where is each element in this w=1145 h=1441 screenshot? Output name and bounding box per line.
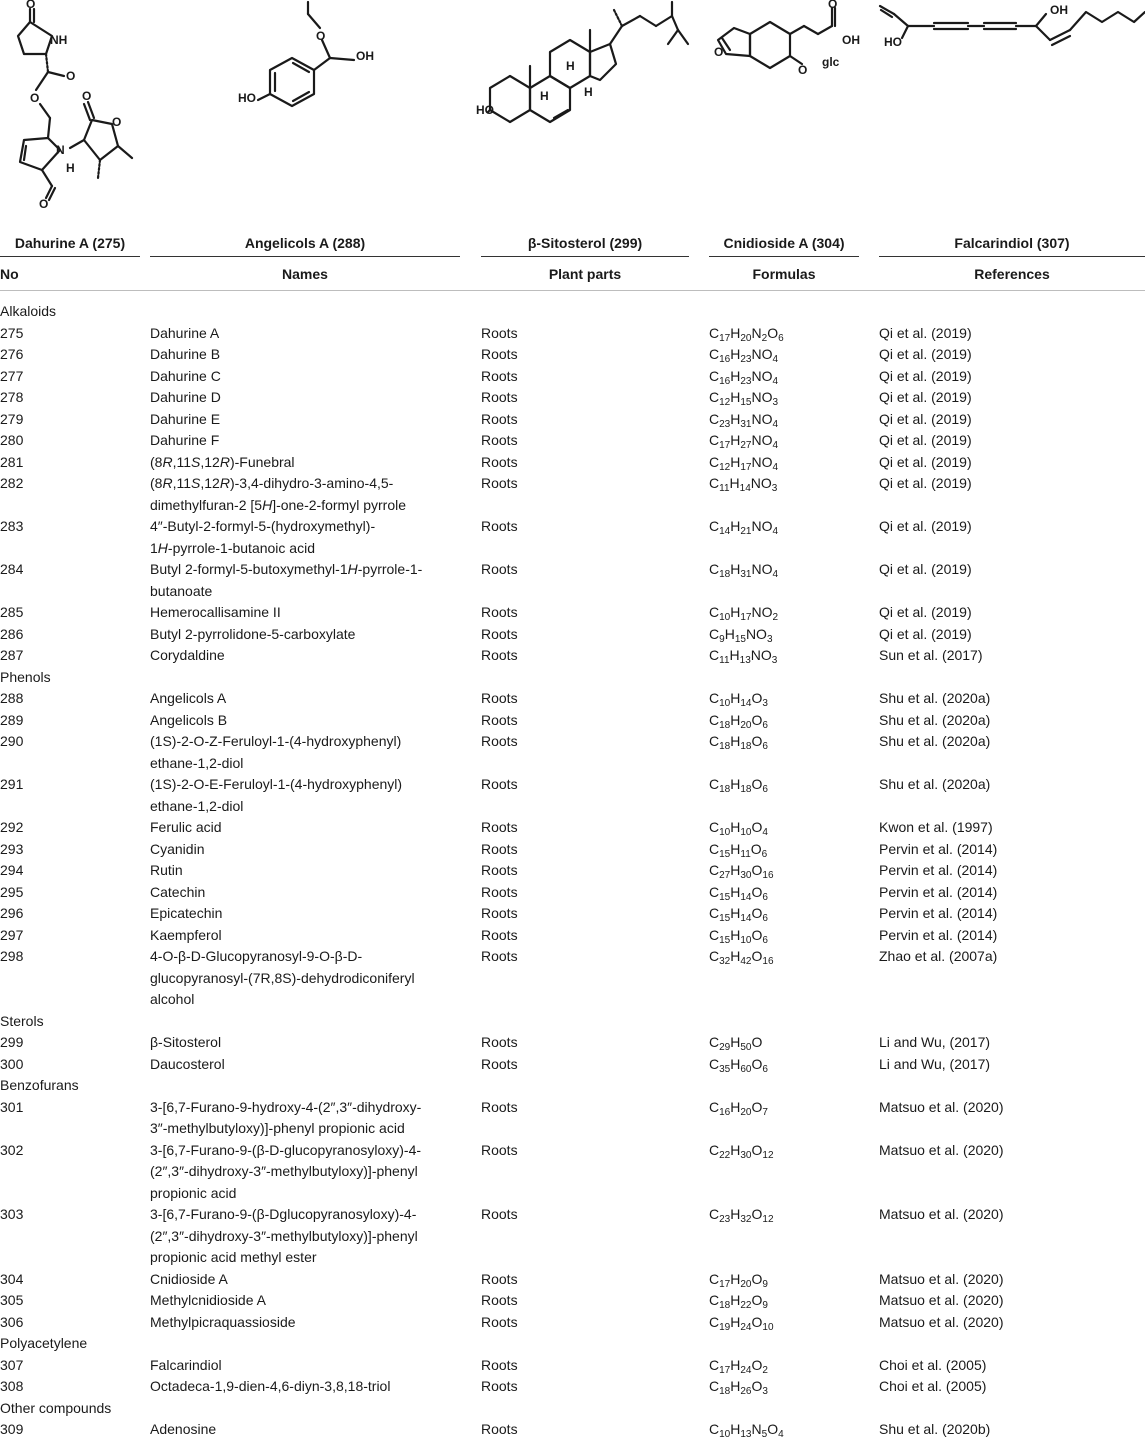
group-heading: Other compounds (0, 1399, 112, 1416)
cell-reference: Qi et al. (2019) (879, 518, 972, 534)
atom-label: O (26, 0, 36, 11)
cell-plant-part: Roots (481, 1206, 518, 1222)
table-row (0, 473, 1145, 516)
cell-formula: $C_{14}H_{21}NO_4$ (709, 518, 779, 537)
structure-angelicols-a (230, 0, 380, 222)
table-row (0, 946, 1145, 1011)
cell-no: 278 (0, 389, 24, 405)
cell-plant-part: Roots (481, 1356, 518, 1373)
cell-plant-part: Roots (481, 905, 518, 921)
cell-plant-part: Roots (481, 690, 518, 706)
cell-reference: Matsuo et al. (2020) (879, 1141, 1004, 1158)
cell-name: (8R,11S,12R)-Funebral (150, 453, 295, 470)
atom-label: H (66, 161, 75, 175)
cell-name: Octadeca-1,9-dien-4,6-diyn-3,8,18-triol (150, 1378, 391, 1394)
cell-name: Daucosterol (150, 1055, 225, 1072)
cell-name: Angelicols A (150, 690, 227, 706)
cell-no: 297 (0, 926, 24, 943)
cell-reference: Shu et al. (2020a) (879, 690, 991, 706)
table-row (0, 323, 1145, 345)
cell-formula: $C_{23}H_{31}NO_4$ (709, 410, 779, 430)
cell-name: Butyl 2-formyl-5-butoxymethyl-1H-pyrrole-1- butanoate (150, 561, 423, 599)
cell-no: 275 (0, 324, 24, 341)
table-row (0, 817, 1145, 839)
cell-reference: Pervin et al. (2014) (879, 840, 998, 857)
cell-formula: $C_{35}H_{60}O_6$ (709, 1055, 768, 1075)
cell-reference: Qi et al. (2019) (879, 432, 972, 448)
cell-formula: $C_{18}H_{18}O_6$ (709, 733, 768, 752)
atom-label: HO (884, 35, 902, 49)
cell-no: 279 (0, 410, 24, 427)
cell-name: Corydaldine (150, 647, 225, 663)
cell-formula: $C_{18}H_{18}O_6$ (709, 776, 768, 795)
cell-formula: $C_{11}H_{14}NO_3$ (709, 475, 778, 494)
cell-formula: $C_{17}H_{27}NO_4$ (709, 432, 779, 451)
cell-no: 293 (0, 840, 24, 857)
cell-plant-part: Roots (481, 1098, 518, 1115)
cell-no: 305 (0, 1292, 24, 1308)
caption-beta-sitosterol: β-Sitosterol (299) (481, 234, 689, 257)
cell-reference: Sun et al. (2017) (879, 647, 983, 663)
table-row (0, 839, 1145, 861)
cell-no: 286 (0, 625, 24, 642)
atom-label: O (66, 69, 76, 83)
column-header-no: No (0, 266, 19, 282)
cell-formula: $C_{11}H_{13}NO_3$ (709, 647, 778, 666)
cell-formula: $C_{22}H_{30}O_{12}$ (709, 1141, 774, 1161)
cell-plant-part: Roots (481, 948, 518, 964)
cell-name: Catechin (150, 883, 206, 900)
cell-no: 288 (0, 690, 24, 706)
table-row (0, 903, 1145, 925)
cell-name: Methylcnidioside A (150, 1292, 266, 1308)
cell-reference: Shu et al. (2020a) (879, 776, 991, 792)
cell-reference: Pervin et al. (2014) (879, 926, 998, 943)
table-row (0, 731, 1145, 774)
cell-plant-part: Roots (481, 367, 518, 384)
cell-reference: Matsuo et al. (2020) (879, 1292, 1004, 1308)
cell-formula: $C_{17}H_{24}O_2$ (709, 1356, 768, 1376)
cell-reference: Choi et al. (2005) (879, 1378, 987, 1394)
cell-plant-part: Roots (481, 604, 518, 620)
cell-name: Dahurine E (150, 410, 221, 427)
cell-name: 3-[6,7-Furano-9-hydroxy-4-(2″,3″-dihydroxy- 3″-methylbutyloxy)]-phenyl propionic acid (150, 1098, 422, 1136)
caption-falcarindiol: Falcarindiol (307) (879, 234, 1145, 257)
cell-plant-part: Roots (481, 518, 518, 534)
cell-reference: Matsuo et al. (2020) (879, 1270, 1004, 1287)
cell-reference: Matsuo et al. (2020) (879, 1313, 1004, 1330)
atom-label: O (714, 45, 724, 59)
cell-no: 276 (0, 346, 24, 362)
cell-name: Cnidioside A (150, 1270, 228, 1287)
table-row (0, 430, 1145, 452)
cell-reference: Shu et al. (2020b) (879, 1421, 991, 1437)
atom-label: H (566, 59, 575, 73)
atom-label: OH (1050, 3, 1068, 17)
atom-label: H (584, 85, 593, 99)
atom-label: O (316, 29, 326, 43)
cell-name: Dahurine C (150, 367, 221, 384)
table-row (0, 559, 1145, 602)
column-header-names: Names (282, 266, 328, 282)
table-row (0, 366, 1145, 388)
cell-plant-part: Roots (481, 625, 518, 642)
cell-name: 4-O-β-D-Glucopyranosyl-9-O-β-D- glucopyranosyl-(7R,8S)-dehydrodiconiferyl alcohol (150, 948, 415, 1007)
cell-name: Adenosine (150, 1421, 217, 1437)
cell-plant-part: Roots (481, 1378, 518, 1394)
cell-name: Falcarindiol (150, 1356, 222, 1373)
atom-label: glc (822, 55, 840, 69)
atom-label: HO (476, 103, 494, 117)
cell-name: 4″-Butyl-2-formyl-5-(hydroxymethyl)- 1H-pyrrole-1-butanoic acid (150, 518, 376, 556)
cell-no: 283 (0, 518, 24, 534)
cell-formula: $C_{18}H_{31}NO_4$ (709, 561, 779, 580)
structure-beta-sitosterol (476, 0, 696, 222)
cell-no: 284 (0, 561, 24, 577)
cell-name: Cyanidin (150, 840, 205, 857)
atom-label: NH (50, 33, 68, 47)
cell-plant-part: Roots (481, 561, 518, 577)
table-row (0, 624, 1145, 646)
cell-no: 294 (0, 862, 24, 878)
cell-plant-part: Roots (481, 432, 518, 448)
cell-name: Dahurine A (150, 324, 220, 341)
atom-label: O (112, 115, 122, 129)
cell-plant-part: Roots (481, 1292, 518, 1308)
cell-no: 290 (0, 733, 24, 749)
table-row (0, 1290, 1145, 1312)
table-row (0, 1140, 1145, 1205)
structure-captions (0, 234, 1145, 258)
cell-name: Rutin (150, 862, 183, 878)
atom-label: N (56, 143, 65, 157)
group-heading: Sterols (0, 1012, 44, 1029)
group-heading: Polyacetylene (0, 1335, 88, 1351)
cell-no: 291 (0, 776, 24, 792)
cell-plant-part: Roots (481, 1055, 518, 1072)
cell-formula: $C_{12}H_{17}NO_4$ (709, 453, 779, 473)
cell-formula: $C_{29}H_{50}O$ (709, 1034, 763, 1053)
cell-plant-part: Roots (481, 883, 518, 900)
caption-dahurine-a: Dahurine A (275) (0, 234, 140, 257)
column-header-plant-parts: Plant parts (548, 266, 622, 282)
table-row (0, 409, 1145, 431)
table-row (0, 1376, 1145, 1398)
table-row (0, 1312, 1145, 1334)
cell-reference: Qi et al. (2019) (879, 604, 972, 620)
table-row (0, 882, 1145, 904)
cell-plant-part: Roots (481, 647, 518, 663)
cell-plant-part: Roots (481, 862, 518, 878)
column-header-formulas: Formulas (752, 266, 816, 282)
cell-no: 304 (0, 1270, 24, 1287)
table-row (0, 602, 1145, 624)
cell-no: 277 (0, 367, 24, 384)
cell-formula: $C_{10}H_{13}N_5O_4$ (709, 1421, 784, 1440)
cell-no: 287 (0, 647, 24, 663)
table-header (0, 262, 1145, 291)
cell-reference: Choi et al. (2005) (879, 1356, 987, 1373)
atom-label: OH (356, 49, 374, 63)
atom-label: OH (842, 33, 860, 47)
cell-plant-part: Roots (481, 1421, 518, 1437)
cell-reference: Qi et al. (2019) (879, 346, 972, 362)
cell-reference: Qi et al. (2019) (879, 389, 972, 405)
cell-formula: $C_{32}H_{42}O_{16}$ (709, 948, 774, 967)
cell-formula: $C_{15}H_{10}O_6$ (709, 926, 768, 946)
cell-plant-part: Roots (481, 840, 518, 857)
cell-formula: $C_{18}H_{20}O_6$ (709, 711, 768, 731)
cell-plant-part: Roots (481, 733, 518, 749)
cell-name: Methylpicraquassioside (150, 1313, 296, 1330)
table-row (0, 1269, 1145, 1291)
cell-formula: $C_{10}H_{17}NO_2$ (709, 604, 779, 623)
cell-no: 281 (0, 453, 24, 470)
cell-formula: $C_{15}H_{11}O_6$ (709, 840, 768, 860)
cell-plant-part: Roots (481, 475, 518, 491)
cell-formula: $C_{23}H_{32}O_{12}$ (709, 1206, 774, 1225)
cell-reference: Qi et al. (2019) (879, 324, 972, 341)
table-row (0, 1032, 1145, 1054)
cell-formula: $C_9H_{15}NO_3$ (709, 625, 773, 645)
structures-strip (0, 0, 1145, 222)
cell-reference: Qi et al. (2019) (879, 561, 972, 577)
cell-no: 309 (0, 1421, 24, 1437)
cell-plant-part: Roots (481, 819, 518, 835)
table-body (0, 301, 1145, 1441)
cell-plant-part: Roots (481, 926, 518, 943)
cell-reference: Li and Wu, (2017) (879, 1034, 991, 1050)
cell-formula: $C_{15}H_{14}O_6$ (709, 905, 768, 924)
cell-reference: Kwon et al. (1997) (879, 819, 993, 835)
cell-no: 289 (0, 711, 24, 728)
group-heading: Benzofurans (0, 1077, 79, 1093)
cell-reference: Matsuo et al. (2020) (879, 1206, 1004, 1222)
table-row (0, 1054, 1145, 1076)
cell-no: 280 (0, 432, 24, 448)
cell-plant-part: Roots (481, 389, 518, 405)
table-row (0, 710, 1145, 732)
atom-label: O (828, 0, 838, 11)
cell-reference: Li and Wu, (2017) (879, 1055, 991, 1072)
cell-no: 285 (0, 604, 24, 620)
cell-no: 282 (0, 475, 24, 491)
cell-name: Ferulic acid (150, 819, 222, 835)
cell-plant-part: Roots (481, 410, 518, 427)
cell-name: (1S)-2-O-Z-Feruloyl-1-(4-hydroxyphenyl) ethane-1,2-diol (150, 733, 402, 771)
cell-name: Angelicols B (150, 711, 228, 728)
column-header-references: References (974, 266, 1050, 282)
table-row (0, 1204, 1145, 1269)
structure-dahurine-a (0, 0, 140, 222)
cell-no: 303 (0, 1206, 24, 1222)
table-row (0, 1419, 1145, 1441)
cell-plant-part: Roots (481, 453, 518, 470)
cell-no: 306 (0, 1313, 24, 1330)
group-heading: Alkaloids (0, 303, 57, 319)
cell-formula: $C_{27}H_{30}O_{16}$ (709, 862, 774, 881)
cell-name: Dahurine F (150, 432, 220, 448)
table-row (0, 516, 1145, 559)
atom-label: HO (238, 91, 256, 105)
cell-plant-part: Roots (481, 776, 518, 792)
cell-no: 299 (0, 1034, 24, 1050)
cell-reference: Pervin et al. (2014) (879, 883, 998, 900)
cell-plant-part: Roots (481, 346, 518, 362)
atom-label: O (39, 197, 49, 211)
cell-plant-part: Roots (481, 1270, 518, 1287)
cell-formula: $C_{15}H_{14}O_6$ (709, 883, 768, 903)
table-row (0, 387, 1145, 409)
table-row (0, 452, 1145, 474)
cell-formula: $C_{17}H_{20}N_2O_6$ (709, 324, 784, 344)
cell-name: Hemerocallisamine II (150, 604, 281, 620)
cell-formula: $C_{16}H_{23}NO_4$ (709, 346, 779, 365)
cell-name: 3-[6,7-Furano-9-(β-Dglucopyranosyloxy)-4- (2″,3″-dihydroxy-3″-methylbutyloxy)]-phenyl propionic acid methyl ester (150, 1206, 418, 1265)
group-heading: Phenols (0, 668, 51, 685)
atom-label: H (540, 89, 549, 103)
cell-reference: Pervin et al. (2014) (879, 862, 998, 878)
cell-name: 3-[6,7-Furano-9-(β-D-glucopyranosyloxy)-4- (2″,3″-dihydroxy-3″-methylbutyloxy)]-phenyl propionic acid (150, 1141, 422, 1201)
cell-reference: Shu et al. (2020a) (879, 711, 991, 728)
cell-name: Dahurine D (150, 389, 221, 405)
table-row (0, 774, 1145, 817)
cell-name: (8R,11S,12R)-3,4-dihydro-3-amino-4,5- dimethylfuran-2 [5H]-one-2-formyl pyrrole (150, 475, 407, 513)
cell-no: 300 (0, 1055, 24, 1072)
table-row (0, 344, 1145, 366)
caption-angelicols-a: Angelicols A (288) (150, 234, 460, 257)
cell-formula: $C_{19}H_{24}O_{10}$ (709, 1313, 774, 1333)
caption-cnidioside-a: Cnidioside A (304) (709, 234, 859, 257)
cell-formula: $C_{17}H_{20}O_9$ (709, 1270, 768, 1290)
cell-formula: $C_{10}H_{14}O_3$ (709, 690, 768, 709)
table-row (0, 860, 1145, 882)
cell-name: Butyl 2-pyrrolidone-5-carboxylate (150, 625, 356, 642)
table-row (0, 1355, 1145, 1377)
structure-falcarindiol (874, 0, 1145, 222)
cell-plant-part: Roots (481, 711, 518, 728)
cell-no: 296 (0, 905, 24, 921)
cell-reference: Pervin et al. (2014) (879, 905, 998, 921)
cell-formula: $C_{18}H_{26}O_3$ (709, 1378, 768, 1397)
cell-name: Dahurine B (150, 346, 221, 362)
cell-name: Kaempferol (150, 926, 222, 943)
cell-reference: Qi et al. (2019) (879, 475, 972, 491)
cell-formula: $C_{16}H_{20}O_7$ (709, 1098, 768, 1118)
cell-formula: $C_{16}H_{23}NO_4$ (709, 367, 779, 387)
cell-reference: Zhao et al. (2007a) (879, 948, 998, 964)
table-row (0, 925, 1145, 947)
cell-plant-part: Roots (481, 324, 518, 341)
cell-name: (1S)-2-O-E-Feruloyl-1-(4-hydroxyphenyl) ethane-1,2-diol (150, 776, 403, 814)
cell-plant-part: Roots (481, 1034, 518, 1050)
cell-formula: $C_{18}H_{22}O_9$ (709, 1292, 768, 1311)
cell-reference: Qi et al. (2019) (879, 625, 972, 642)
cell-formula: $C_{10}H_{10}O_4$ (709, 819, 768, 838)
cell-formula: $C_{12}H_{15}NO_3$ (709, 389, 779, 408)
cell-reference: Qi et al. (2019) (879, 453, 972, 470)
atom-label: O (798, 63, 808, 77)
cell-name: β-Sitosterol (150, 1034, 222, 1050)
atom-label: O (30, 91, 40, 105)
cell-reference: Qi et al. (2019) (879, 367, 972, 384)
cell-reference: Shu et al. (2020a) (879, 733, 991, 749)
cell-reference: Matsuo et al. (2020) (879, 1098, 1004, 1115)
atom-label: O (82, 89, 92, 103)
table-row (0, 1097, 1145, 1140)
table-row (0, 645, 1145, 667)
cell-no: 292 (0, 819, 24, 835)
cell-no: 295 (0, 883, 24, 900)
cell-no: 307 (0, 1356, 24, 1373)
cell-no: 308 (0, 1378, 24, 1394)
cell-plant-part: Roots (481, 1141, 518, 1158)
table-row (0, 688, 1145, 710)
cell-no: 298 (0, 948, 24, 964)
cell-reference: Qi et al. (2019) (879, 410, 972, 427)
cell-no: 301 (0, 1098, 24, 1115)
structure-cnidioside-a (704, 0, 874, 222)
cell-no: 302 (0, 1141, 24, 1158)
cell-name: Epicatechin (150, 905, 223, 921)
cell-plant-part: Roots (481, 1313, 518, 1330)
